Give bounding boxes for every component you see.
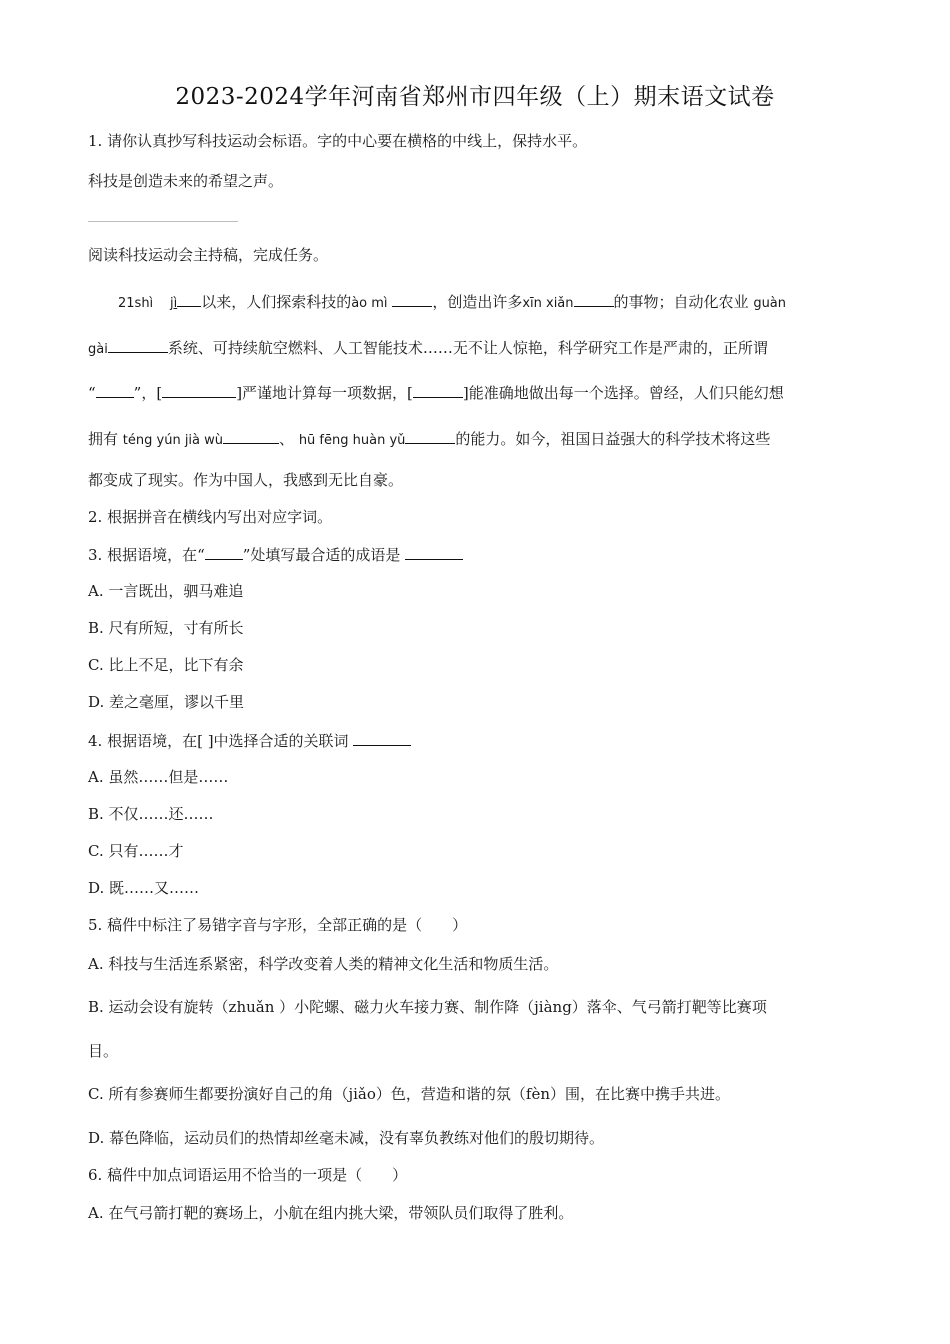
blank-connector-1[interactable]: [162, 382, 236, 398]
q5-prompt: 5. 稿件中标注了易错字音与字形，全部正确的是（ ）: [88, 916, 468, 934]
q3-quote-blank: [205, 544, 243, 560]
passage-line-2: [88, 337, 868, 360]
page-title: 2023-2024学年河南省郑州市四年级（上）期末语文试卷: [175, 84, 775, 110]
q6-prompt: 6. 稿件中加点词语运用不恰当的一项是（ ）: [88, 1166, 408, 1184]
passage-text: 的能力。如今，祖国日益强大的科学技术将这些: [455, 430, 771, 448]
q3-text: ”处填写最合适的成语是: [242, 546, 401, 564]
passage-text: 的事物；自动化农业: [613, 293, 749, 311]
q1-slogan: 科技是创造未来的希望之声。: [88, 172, 284, 190]
passage-line-5: 都变成了现实。作为中国人，我感到无比自豪。: [88, 471, 404, 489]
q4-option-c[interactable]: C. 只有……才: [88, 842, 184, 860]
passage-text: 以来，人们探索科技的: [201, 293, 352, 311]
q4-option-a[interactable]: A. 虽然……但是……: [88, 768, 229, 786]
q5-option-b-cont: 目。: [88, 1042, 119, 1060]
q4-prompt: [88, 730, 868, 751]
passage-text: “: [88, 384, 96, 402]
q2-prompt: 2. 根据拼音在横线内写出对应字词。: [88, 508, 333, 526]
passage-text: ，创造出许多: [432, 293, 523, 311]
blank-idiom[interactable]: [96, 382, 134, 398]
q6-option-a[interactable]: A. 在气弓箭打靶的赛场上，小航在组内挑大梁，带领队员们取得了胜利。: [88, 1204, 574, 1222]
reading-intro: 阅读科技运动会主持稿，完成任务。: [88, 246, 329, 264]
blank-xinxian[interactable]: [574, 291, 614, 307]
q5-option-b[interactable]: B. 运动会设有旋转（zhuǎn ）小陀螺、磁力火车接力赛、制作降（jiàng）落伞、气弓箭打靶等比赛项: [88, 998, 767, 1016]
pinyin-text: 21shì: [118, 296, 154, 311]
passage-text: 、: [279, 430, 295, 448]
q3-option-b[interactable]: B. 尺有所短，寸有所长: [88, 619, 244, 637]
blank-hufenghuanyu[interactable]: [405, 428, 455, 444]
passage-text: ]能准确地做出每一个选择。曾经，人们只能幻想: [462, 384, 784, 402]
blank-ji[interactable]: [177, 291, 201, 307]
copy-writing-line: [88, 221, 238, 222]
q3-answer-blank[interactable]: [405, 544, 463, 560]
blank-tengyunjiawu[interactable]: [223, 428, 279, 444]
blank-guangai[interactable]: [108, 337, 168, 353]
q3-text: 3. 根据语境，在“: [88, 546, 205, 564]
passage-line-4: [88, 428, 868, 451]
q5-option-c[interactable]: C. 所有参赛师生都要扮演好自己的角（jiǎo）色，营造和谐的氛（fèn）围，在比赛中携手共进。: [88, 1085, 730, 1103]
passage-text: ]严谨地计算每一项数据，[: [236, 384, 413, 402]
passage-text: 系统、可持续航空燃料、人工智能技术……无不让人惊艳，科学研究工作是严肃的，正所谓: [167, 339, 768, 357]
q4-answer-blank[interactable]: [353, 730, 411, 746]
pinyin-hufenghuanyu: hū fēng huàn yǔ: [298, 433, 406, 448]
q5-option-d[interactable]: D. 幕色降临，运动员们的热情却丝毫未减，没有辜负教练对他们的殷切期待。: [88, 1129, 605, 1147]
pinyin-gai: gài: [88, 342, 108, 357]
passage-line-3: [88, 382, 868, 403]
passage-line-1: [118, 291, 868, 314]
q4-option-b[interactable]: B. 不仅……还……: [88, 805, 214, 823]
pinyin-ji: jì: [169, 296, 178, 311]
q3-option-c[interactable]: C. 比上不足，比下有余: [88, 656, 244, 674]
blank-aomi[interactable]: [392, 291, 432, 307]
q4-text: 4. 根据语境，在[ ]中选择合适的关联词: [88, 732, 349, 750]
pinyin-aomi: ào mì: [351, 296, 388, 311]
q5-option-a[interactable]: A. 科技与生活连系紧密，科学改变着人类的精神文化生活和物质生活。: [88, 955, 559, 973]
passage-text: ”，[: [133, 384, 163, 402]
pinyin-guan: guàn: [753, 296, 787, 311]
pinyin-tengyunjiawu: téng yún jià wù: [122, 433, 224, 448]
q4-option-d[interactable]: D. 既……又……: [88, 879, 200, 897]
q1-prompt: 1. 请你认真抄写科技运动会标语。字的中心要在横格的中线上，保持水平。: [88, 132, 588, 150]
pinyin-xinxian: xīn xiǎn: [522, 296, 574, 311]
passage-text: 拥有: [88, 430, 119, 448]
blank-connector-2[interactable]: [413, 382, 463, 398]
q3-option-a[interactable]: A. 一言既出，驷马难追: [88, 582, 244, 600]
q3-prompt: [88, 544, 868, 565]
q3-option-d[interactable]: D. 差之毫厘，谬以千里: [88, 693, 245, 711]
